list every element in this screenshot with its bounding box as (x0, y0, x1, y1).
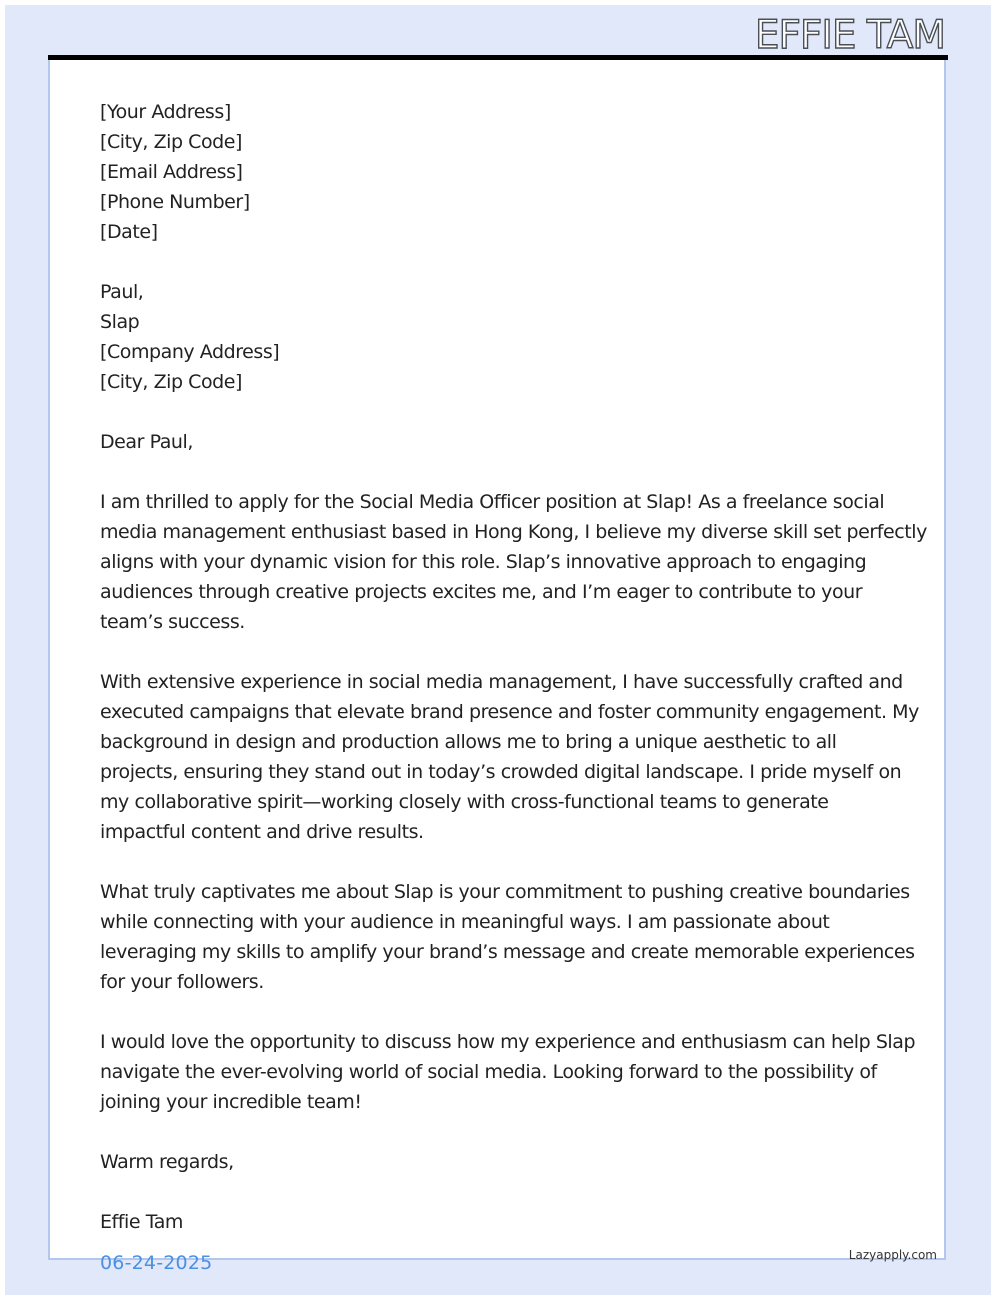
recipient-city-zip: [City, Zip Code] (100, 371, 242, 393)
sender-date: [Date] (100, 221, 158, 243)
paragraph-line: impactful content and drive results. (100, 821, 424, 843)
paragraph-line: I am thrilled to apply for the Social Media Officer position at Slap! As a freelance social (100, 491, 885, 513)
paragraph-line: With extensive experience in social media management, I have successfully crafted and (100, 671, 903, 693)
paragraph-line: media management enthusiast based in Hong Kong, I believe my diverse skill set perfectly (100, 521, 927, 543)
recipient-company-address: [Company Address] (100, 341, 280, 363)
paragraph-line: my collaborative spirit—working closely with cross-functional teams to generate (100, 791, 829, 813)
sender-city-zip: [City, Zip Code] (100, 131, 242, 153)
paragraph-line: navigate the ever-evolving world of social media. Looking forward to the possibility of (100, 1061, 877, 1083)
paragraph-2 (100, 667, 919, 847)
paragraph-line: leveraging my skills to amplify your brand’s message and create memorable experiences (100, 941, 915, 963)
paragraph-4 (100, 1027, 916, 1117)
paragraph-line: projects, ensuring they stand out in today’s crowded digital landscape. I pride myself on (100, 761, 902, 783)
sender-email: [Email Address] (100, 161, 243, 183)
watermark: Lazyapply.com (848, 1248, 937, 1262)
sender-block (100, 97, 900, 247)
paragraph-line: What truly captivates me about Slap is your commitment to pushing creative boundaries (100, 881, 910, 903)
header-name: EFFIE TAM (754, 13, 945, 58)
letter-body (100, 97, 927, 1237)
recipient-name: Paul, (100, 281, 144, 303)
footer-date: 06-24-2025 (100, 1252, 213, 1274)
paragraph-line: audiences through creative projects excites me, and I’m eager to contribute to your (100, 581, 863, 603)
closing: Warm regards, (100, 1151, 234, 1173)
paragraph-line: background in design and production allows me to bring a unique aesthetic to all (100, 731, 837, 753)
paragraph-line: I would love the opportunity to discuss how my experience and enthusiasm can help Slap (100, 1031, 916, 1053)
recipient-block (100, 277, 900, 397)
sender-phone: [Phone Number] (100, 191, 250, 213)
paragraph-line: team’s success. (100, 611, 245, 633)
signature: Effie Tam (100, 1211, 183, 1233)
paragraph-1 (100, 487, 927, 637)
paragraph-line: executed campaigns that elevate brand presence and foster community engagement. My (100, 701, 919, 723)
paragraph-line: aligns with your dynamic vision for this role. Slap’s innovative approach to engaging (100, 551, 867, 573)
paragraph-line: while connecting with your audience in meaningful ways. I am passionate about (100, 911, 830, 933)
salutation: Dear Paul, (100, 431, 193, 453)
sender-address: [Your Address] (100, 101, 231, 123)
paragraph-line: joining your incredible team! (100, 1091, 362, 1113)
paragraph-line: for your followers. (100, 971, 264, 993)
recipient-company: Slap (100, 311, 140, 333)
paragraph-3 (100, 877, 915, 997)
